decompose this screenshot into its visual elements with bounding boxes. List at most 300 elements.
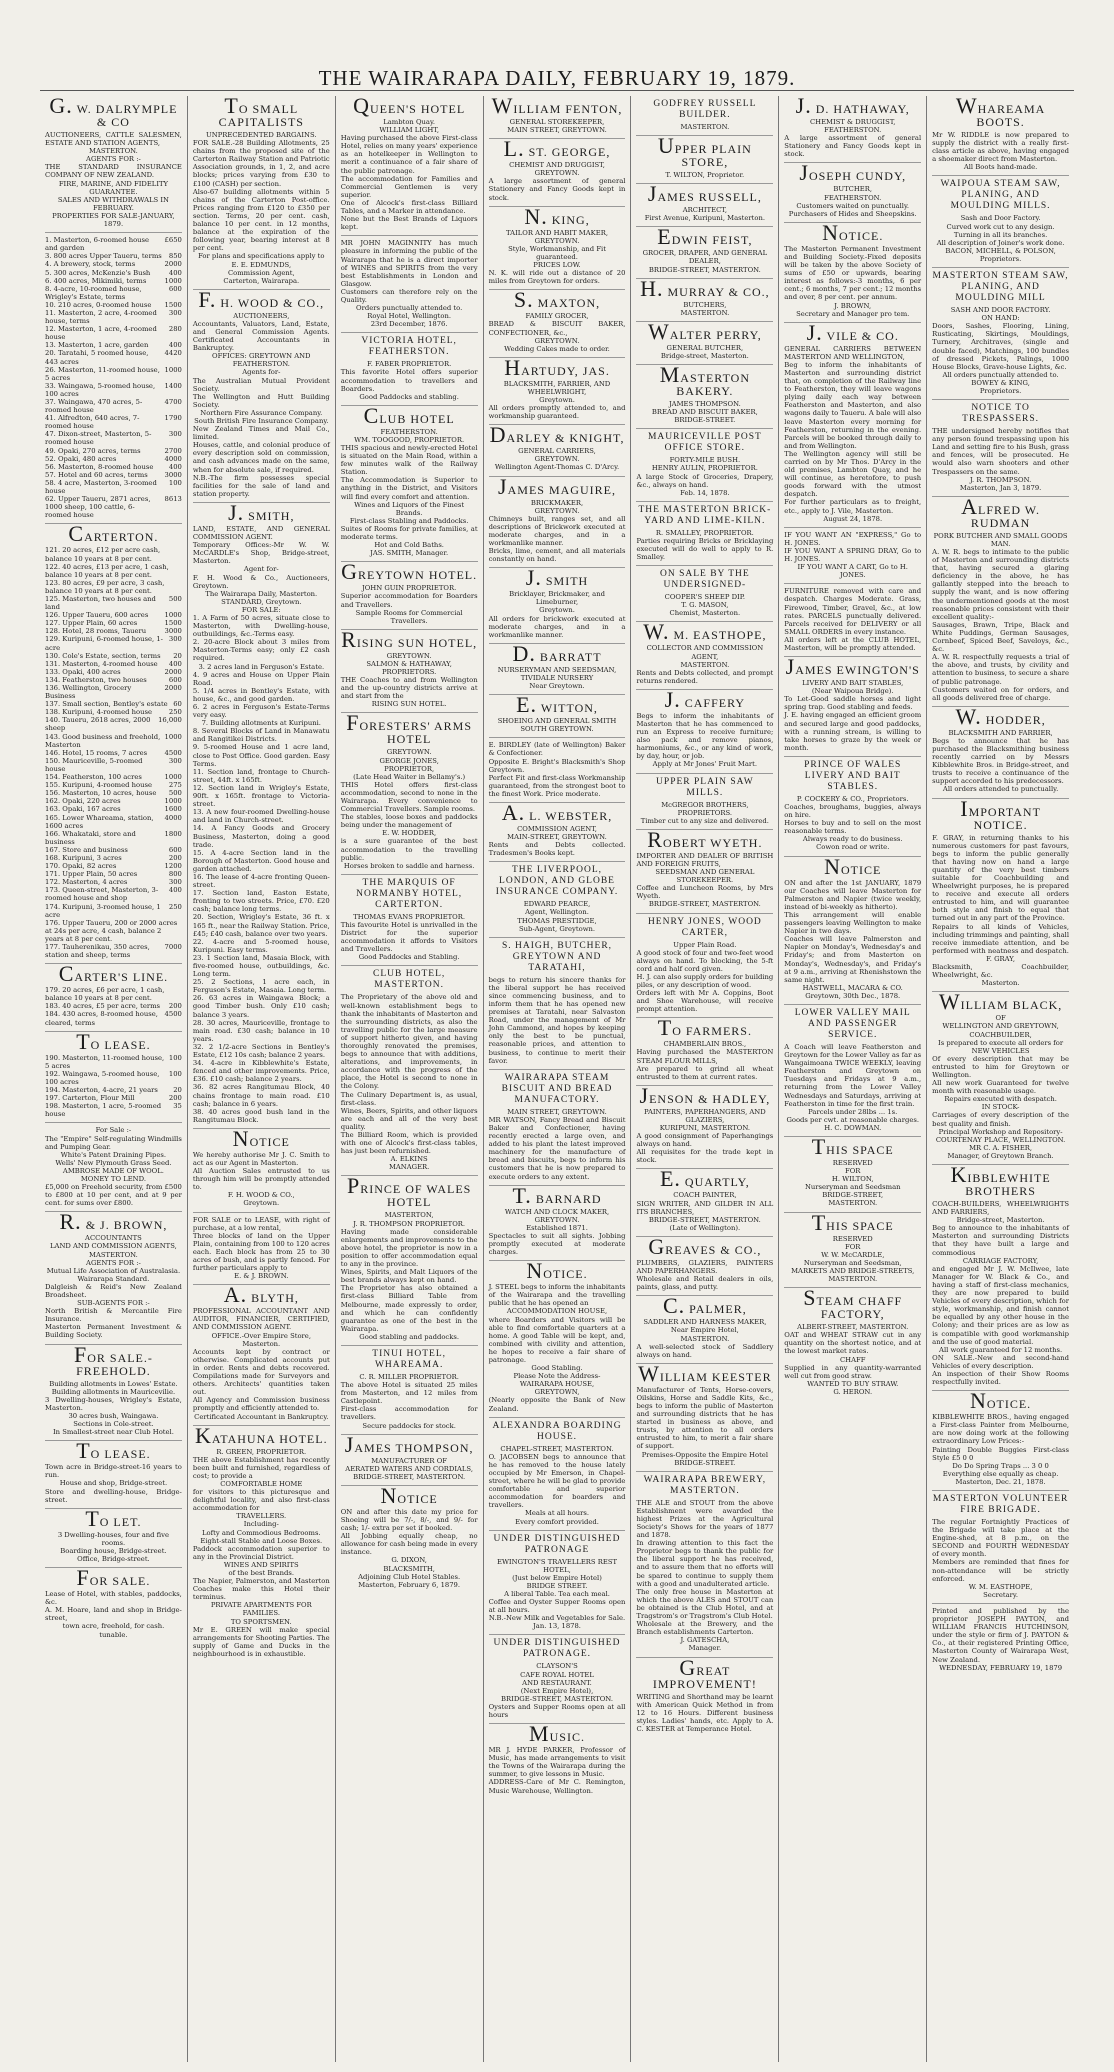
- listing-price: 3000: [164, 470, 182, 479]
- ad-text: WEDNESDAY, FEBRUARY 19, 1879: [939, 1663, 1063, 1672]
- advertisement: [488, 203, 626, 291]
- ad-text: Orders left with Mr A. Coppins, Boot and Shoe Warehouse, will receive prompt attention.: [636, 989, 774, 1014]
- listing-price: 4500: [164, 1010, 182, 1019]
- listing-description: 4. A brewery, stock, terms: [45, 260, 136, 269]
- listing-description: 125. Masterton, two houses and land: [45, 594, 156, 612]
- advertisement: [636, 224, 773, 278]
- ad-text: Agents for-: [242, 368, 281, 377]
- ad-text: 30 acres bush, Waingawa.: [68, 1411, 159, 1420]
- ad-text: BRIDGE-STREET, MASTERTON.: [648, 900, 761, 909]
- ad-text: Begs to inform the inhabitants of Masterton that he has commenced to run an Express to receive furniture; also pack and remove pianos, harmoniums, &c., or any kind of work, by day, hour, or job.: [636, 711, 774, 761]
- ad-text: FURNITURE removed with care and despatch. Charges Moderate. Grass, Firewood, Timber, Gravel, &c., at low rates. PARCELS punctually delivered. Parcels received for DELIVERY or all SMALL ORDERS in every instance.: [784, 587, 922, 636]
- ad-text: First Avenue, Kuripuni, Masterton.: [644, 214, 766, 223]
- listing-description: 58. 4 acre, Masterton, 3-roomed house: [45, 478, 157, 496]
- listing-price: [178, 546, 182, 562]
- advertisement: [636, 826, 774, 914]
- ad-text: 14. A Fancy Goods and Grocery Business, Masterton, doing a good trade.: [192, 824, 330, 849]
- ad-heading: ROBERT WYETH.: [647, 826, 763, 852]
- listing-price: 1600: [164, 805, 182, 814]
- advertisement: [488, 136, 626, 206]
- ad-text: Good Paddocks and Stabling.: [358, 953, 460, 962]
- ad-heading: NOTICE.: [526, 1258, 588, 1284]
- ad-text: BLACKSMITH, FARRIER, AND WHEELWRIGHT,: [503, 379, 611, 396]
- ad-text: Every comfort provided.: [515, 1517, 599, 1526]
- ad-heading: MUSIC.: [529, 1721, 585, 1747]
- listing-price: 1000: [164, 611, 182, 620]
- listing-price: 1400: [164, 381, 182, 390]
- advertisement: [45, 1209, 182, 1344]
- ad-text: THE Coaches to and from Wellington and the up-country districts arrive at and start from the: [340, 676, 478, 701]
- ad-text: T. WILTON, Proprietor.: [665, 171, 745, 180]
- listing-description: 168. Kuripuni, 3 acres: [45, 853, 122, 862]
- ad-text: ON and after this date my price for Shoeing will be 7/-, 8/-, and 9/- for cash; 1/- extra per set if booked.: [340, 1507, 478, 1533]
- ad-heading: A. BLYTH,: [223, 1282, 299, 1308]
- ad-text: JAS. SMITH, Manager.: [370, 549, 449, 558]
- ad-heading: THE MARQUIS OF NORMANBY HOTEL, CARTERTON.: [356, 877, 463, 910]
- ad-heading: E. WITTON,: [516, 692, 598, 718]
- listing-price: 2000: [164, 667, 182, 676]
- ad-text: PROFESSIONAL ACCOUNTANT AND AUDITOR, FINANCIER, CERTIFIED, AND COMMISSION AGENT.: [192, 1307, 330, 1332]
- ad-text: All Agency and Commission business promptly and efficiently attended to.: [192, 1396, 330, 1413]
- advertisement: [636, 1654, 774, 1737]
- ad-text: GREYTOWN.: [534, 336, 580, 345]
- listing-description: 155. Kuripuni, 4-roomed house: [45, 781, 153, 790]
- ad-text: BOWEY & KING,: [971, 378, 1030, 387]
- ad-text: (Near Waipoua Bridge).: [811, 687, 894, 696]
- ad-text: AUCTIONEERS,: [233, 311, 290, 320]
- ad-heading: CLUB HOTEL: [363, 402, 455, 428]
- ad-text: HASTWELL, MACARA & CO.: [802, 983, 903, 992]
- ad-text: The Proprietary of the above old and well-known establishment begs to thank the inhabitants of Masterton and the surrounding districts, as also the travelling public for the large measure of support hitherto given, and having thoroughly renovated the premises, begs to announce that with additions, alterations, and improvements, in accordance with the progress of the place, the Hotel is second to none in the Colony.: [340, 993, 478, 1091]
- advertisement: [488, 473, 626, 569]
- ad-heading: JAMES RUSSELL,: [647, 181, 762, 207]
- ad-text: BRIDGE-STREET.: [674, 416, 736, 425]
- property-listing: [45, 797, 182, 805]
- ad-text: FAMILY GROCER,: [525, 312, 589, 321]
- ad-text: This favorite Hotel offers superior accommodation to travellers and Boarders.: [340, 368, 478, 393]
- ad-text: Wells' New Plymouth Grass Seed.: [55, 1158, 172, 1167]
- ad-text: COLLECTOR AND COMMISSION AGENT,: [646, 644, 764, 661]
- advertisement: [932, 1604, 1069, 1676]
- ad-heading: CARTER'S LINE.: [58, 961, 169, 987]
- ad-text: EWINGTON'S TRAVELLERS REST HOTEL,: [496, 1557, 618, 1574]
- property-listing: [45, 1102, 182, 1118]
- listing-price: 8613: [164, 495, 182, 504]
- listing-description: 12. Masterton, 1 acre, 4-roomed house: [45, 325, 157, 342]
- advertisement: [932, 1388, 1070, 1491]
- listing-price: 280: [168, 325, 182, 334]
- property-listing: [45, 716, 182, 732]
- ad-text: ACCOMMODATION HOUSE,: [506, 1307, 608, 1316]
- listing-description: 10. 210 acres, 0-roomed house: [45, 300, 152, 309]
- advertisement: [45, 1028, 182, 1124]
- ad-text: for visitors to this picturesque and delightful locality, and also first-class accommodation for: [192, 1488, 330, 1513]
- listing-price: [178, 919, 182, 943]
- ad-text: Perfect Fit and first-class Workmanship guaranteed, from the strongest boot to the finest Work. Price moderate.: [488, 773, 626, 798]
- advertisement: [932, 1491, 1069, 1604]
- ad-text: Wines, Beers, Spirits, and other liquors are each and all of the very best quality.: [340, 1106, 478, 1131]
- ad-text: The above Hotel is situated 25 miles from Masterton, and 12 miles from Castlepoint.: [340, 1381, 478, 1406]
- ad-text: PRICES LOW.: [533, 261, 581, 270]
- ad-text: 11. Section land, frontage to Church-street, 44ft. x 165ft.: [192, 767, 330, 784]
- property-listing: [45, 700, 182, 708]
- column-2: [188, 96, 336, 2062]
- listing-price: 300: [168, 878, 182, 887]
- property-listing: [45, 414, 182, 430]
- property-listing: [45, 471, 182, 479]
- ad-text: A Coach will leave Featherston and Greytown for the Lower Valley as far as Wangaimoana TWICE WEEKLY, leaving Featherston and Greytown on Tuesdays and Fridays at 9 a.m., returning from the Lower Valley Wednesdays and Saturdays, arriving at Featherston in time for the first train.: [784, 1042, 922, 1108]
- ad-text: BRICKMAKER,: [530, 498, 584, 507]
- listing-price: 60: [173, 700, 182, 709]
- ad-text: FOR: [845, 1167, 861, 1176]
- ad-text: Store and dwelling-house, Bridge-street.: [45, 1487, 182, 1504]
- listing-price: 200: [168, 1094, 182, 1103]
- advertisement: [784, 1209, 921, 1289]
- ad-text: MAIN STREET, GREYTOWN.: [507, 126, 607, 135]
- ad-text: FIRE, MARINE, AND FIDELITY GUARANTEE.: [58, 179, 169, 196]
- ad-text: Everything else equally as cheap.: [942, 1469, 1059, 1478]
- property-listing: [45, 277, 182, 285]
- ad-text: J. STEEL begs to inform the inhabitants of the Wairarapa and the travelling public that he has opened an: [488, 1283, 626, 1308]
- advertisement: [45, 521, 182, 964]
- advertisement: [784, 757, 921, 857]
- ad-heading: J. CAFFERY: [664, 686, 746, 712]
- advertisement: [45, 1438, 182, 1508]
- listing-description: 162. Opaki, 220 acres: [45, 797, 121, 806]
- ad-text: TIVIDALE NURSERY: [520, 673, 594, 682]
- advertisement: [784, 528, 921, 585]
- listing-description: 123. 80 acres, £9 per acre, 3 cash, balance 10 years at 8 per cent.: [45, 578, 165, 595]
- ad-heading: ALFRED W. RUDMAN: [961, 493, 1041, 530]
- ad-text: WATCH AND CLOCK MAKER, GREYTOWN.: [504, 1207, 610, 1224]
- ad-text: SASH AND DOOR FACTORY.: [950, 306, 1051, 315]
- ad-text: 16. The lease of 4-acre fronting Queen-street.: [192, 872, 330, 890]
- column-3: [336, 96, 484, 2062]
- ad-heading: NOTICE: [824, 853, 882, 879]
- listing-price: 850: [168, 252, 182, 261]
- property-listing: [45, 285, 182, 301]
- ad-text: All orders left at the CLUB HOTEL, Masterton, will be promptly attended.: [784, 635, 922, 652]
- ad-text: RESERVED: [832, 1159, 873, 1167]
- ad-heading: J. SMITH,: [228, 499, 295, 525]
- ad-heading: WILLIAM KEESTER: [638, 1360, 772, 1386]
- advertisement: [45, 1505, 182, 1568]
- advertisement: [192, 499, 330, 1129]
- property-listing: [45, 830, 182, 846]
- listing-description: 129. Kuripuni, 6-roomed house, 1-acre: [45, 635, 163, 652]
- ad-text: SADDLER AND HARNESS MAKER,: [643, 1318, 767, 1327]
- advertisement: [932, 703, 1070, 799]
- ad-text: GROCER, DRAPER, AND GENERAL DEALER,: [642, 249, 768, 266]
- ad-text: GENERAL STOREKEEPER,: [509, 118, 605, 126]
- ad-text: AMBROSE MADE OF WOOL.: [62, 1166, 164, 1175]
- listing-description: 176. Upper Taueru, 200 or 2000 acres at 24s per acre, 4 cash, balance 2 years at 8 per cent.: [45, 918, 178, 943]
- advertisement: [340, 626, 478, 714]
- advertisement: [341, 875, 478, 967]
- ad-text: MASTERTON.: [680, 123, 730, 131]
- ad-text: Mutual Life Association of Australasia.: [46, 1266, 181, 1275]
- ad-text: 23rd December, 1876.: [370, 320, 448, 329]
- ad-text: GREYTOWN.: [386, 651, 432, 660]
- listing-description: 143. Good business and freehold, Masterton: [45, 732, 161, 749]
- ad-text: £5,000 on Freehold security, from £500 to £800 at 10 per cent, and at 9 per cent. for sums over £800.: [45, 1183, 182, 1208]
- advertisement: [488, 354, 626, 425]
- ad-text: BREAD & BISCUIT BAKER, CONFECTIONER, &c.,: [488, 320, 626, 337]
- ad-text: The Proprietor has also obtained a first-class Billiard Table from Melbourne, made expressly to order, and which he can confidently guarantee as one of the best in the Wairarapa.: [340, 1284, 478, 1333]
- ad-text: P. COCKERY & CO., Proprietors.: [796, 794, 909, 803]
- ad-heading: J. SMITH: [525, 565, 589, 591]
- ad-text: The accommodation for Families and Commercial Gentlemen is very superior.: [340, 174, 478, 199]
- ad-heading: NOTICE TO TRESPASSERS.: [962, 403, 1040, 425]
- ad-text: All new work Guaranteed for twelve month with reasonable usage.: [932, 1079, 1070, 1096]
- advertisement: [192, 286, 330, 503]
- ad-heading: HENRY JONES, WOOD CARTER,: [647, 916, 762, 938]
- listing-price: 100: [168, 1053, 182, 1062]
- listing-description: 26. Masterton, 11-roomed house, 5 acres: [45, 365, 160, 382]
- ad-text: F. H. WOOD & CO.,: [227, 1191, 295, 1200]
- property-listing: [45, 349, 182, 365]
- ad-text: (Late of Wellington).: [669, 1223, 741, 1232]
- ad-text: F. GRAY, in returning thanks to his numerous customers for past favours, begs to inform the public generally that having now on hand a large quantity of the very best timbers suitable for Coachbuilding and Wheelwright purposes, he is prepared to receive and execute all orders entrusted to him, and will guarantee both style and finish to equal that turned out in any part of the Province.: [932, 833, 1070, 923]
- ad-text: Wines, Spirits, and Malt Liquors of the best brands always kept on hand.: [340, 1268, 478, 1285]
- ad-text: Greytown.: [243, 1199, 280, 1208]
- property-listing: [45, 1002, 182, 1010]
- ad-heading: UNDER DISTINGUISHED PATRONAGE: [493, 1533, 621, 1555]
- ad-text: G. HERON.: [833, 1387, 873, 1396]
- ad-text: Masterton, Dec. 21, 1878.: [955, 1477, 1046, 1486]
- ad-text: Secure paddocks for stock.: [362, 1421, 456, 1430]
- ad-text: PORK BUTCHER AND SMALL GOODS MAN.: [933, 531, 1068, 548]
- advertisement: [488, 799, 626, 862]
- ad-text: PROPERTIES FOR SALE-JANUARY, 1879.: [52, 211, 175, 229]
- ad-text: An inspection of their Show Rooms respectfully invited.: [932, 1369, 1070, 1387]
- ad-text: All description of Joiner's work done.: [936, 238, 1065, 247]
- advertisement: [489, 692, 626, 738]
- ad-heading: N. KING,: [524, 203, 590, 229]
- listing-price: 20: [173, 651, 182, 660]
- ad-heading: CARTERTON.: [68, 521, 159, 547]
- ad-heading: MASTERTON BAKERY.: [659, 362, 751, 399]
- ad-text: Town acre in Bridge-street-16 years to run.: [45, 1463, 182, 1480]
- advertisement: [489, 1635, 626, 1724]
- ad-text: THE ALE and STOUT from the above Establishment were awarded the highest Prizes at the Agricultural Society's Shows for the years of 1877 and 1878.: [636, 1498, 774, 1540]
- ad-text: Adjoining Club Hotel Stables.: [358, 1572, 461, 1581]
- property-listing: [45, 619, 182, 627]
- ad-text: A liberal Table. Tea each meal.: [504, 1589, 610, 1598]
- listing-price: 1000: [164, 797, 182, 806]
- ad-text: IF YOU WANT A CART, Go to H. JONES.: [797, 563, 908, 580]
- listing-description: 47. Dixon-street, Masterton, 5-roomed house: [45, 430, 152, 447]
- listing-price: 4700: [164, 398, 182, 406]
- advertisement: [784, 319, 922, 528]
- ad-text: CHAMBERLAIN BROS.,: [663, 1040, 747, 1049]
- listing-price: 2000: [164, 260, 182, 269]
- ad-text: Accounts kept by contract or otherwise. Complicated accounts put in order. Rents and debts recovered. Compilations made for Surveyors and others. Architects' quantities taken out.: [192, 1347, 330, 1397]
- ad-heading: JAMES THOMPSON,: [344, 1431, 474, 1457]
- advertisement: [488, 287, 626, 357]
- property-listing: [45, 789, 182, 797]
- property-listing: [45, 1094, 182, 1102]
- ad-text: Wellington Agent-Thomas C. D'Arcy.: [494, 463, 620, 472]
- ad-text: Sub-Agent, Greytown.: [518, 924, 596, 933]
- ad-text: LIVERY AND BAIT STABLES,: [802, 679, 904, 688]
- ad-heading: D. BARRATT: [512, 640, 602, 666]
- ad-text: 3 Dwelling-houses, four and five rooms.: [57, 1530, 170, 1547]
- advertisement: [932, 795, 1070, 993]
- property-listing: [45, 943, 182, 959]
- advertisement: [45, 1565, 182, 1643]
- ad-heading: TO LET.: [85, 1505, 142, 1531]
- listing-price: 35: [173, 1102, 182, 1111]
- advertisement: [489, 862, 626, 937]
- ad-text: SEEDSMAN AND GENERAL STOREKEEPER.: [655, 868, 755, 885]
- ad-heading: ALEXANDRA BOARDING HOUSE.: [492, 1420, 622, 1442]
- ad-text: GEORGE JONES,: [379, 756, 439, 765]
- ad-text: Manager, of Greytown Branch.: [947, 1151, 1054, 1160]
- listing-description: 62. Upper Taueru, 2871 acres, 1000 sheep, 100 cattle, 6-roomed house: [45, 495, 151, 520]
- ad-text: Good Paddocks and stabling.: [359, 392, 459, 401]
- ad-text: J. BROWN,: [834, 301, 872, 310]
- ad-text: CHEMIST AND DRUGGIST,: [509, 161, 605, 170]
- ad-text: Accountants, Valuators, Land, Estate, and General Commission Agents. Certificated Accountants in Bankruptcy.: [192, 319, 330, 353]
- property-listing: [45, 382, 182, 398]
- ad-text: The stables, loose boxes and paddocks being under the management of: [340, 813, 478, 830]
- ad-text: Wines and Liquors of the Finest Brands.: [354, 500, 465, 517]
- ad-text: 17. Section land, Easton Estate, fronting to two streets. Price, £70. £20 cash; balance long terms.: [192, 889, 330, 914]
- ad-text: WRITING and Shorthand may be learnt with American Quick Method in from 12 to 16 Hours. Different business styles. Ladies' hands, etc. Apply to A. C. KESTER at Temperance Hotel.: [636, 1692, 774, 1733]
- ad-text: Including-: [243, 1520, 279, 1529]
- ad-text: COMFORTABLE HOME: [220, 1479, 303, 1488]
- listing-price: 400: [168, 268, 182, 277]
- ad-text: Also-67 building allotments within 5 chains of the Carterton Post-office. Prices ranging from £120 to £350 per section. Terms, 20 per cent. cash, balance 10 per cent. in 12 months, balance at the expiration of the following year, bearing interest at 8 per cent.: [192, 187, 330, 253]
- property-listing: [45, 870, 182, 878]
- listing-price: 500: [168, 594, 182, 603]
- ad-text: Agent, Wellington.: [525, 908, 589, 917]
- ad-text: THOMAS PRESTIDGE,: [517, 916, 597, 925]
- advertisement: [340, 1482, 478, 1593]
- ad-text: is a sure guarantee of the best accommodation to the travelling public.: [340, 837, 478, 862]
- property-listing: [45, 252, 182, 260]
- ad-text: KIBBLEWHITE BROS., having engaged a First-class Painter from Melbourne, are now doing work at the following extraordinary Low Prices:-: [932, 1413, 1070, 1446]
- ad-text: Premises-Opposite the Empire Hotel: [641, 1450, 769, 1459]
- ad-text: THIS Hotel offers first-class accommodation, second to none in the Wairarapa. Every convenience to Commercial Travellers. Sample rooms.: [340, 780, 478, 814]
- ad-text: Always ready to do business.: [802, 835, 903, 844]
- ad-text: MR WATSON, Fancy Bread and Biscuit Baker and Confectioner, having recently erected a large oven, and added to his plant the latest improved machinery for the manufacture of bread and biscuits, begs to inform his customers that he is now prepared to execute orders to any extent.: [488, 1115, 626, 1181]
- ad-text: We hereby authorise Mr J. C. Smith to act as our Agent in Masterton.: [192, 1150, 330, 1167]
- ad-heading: STEAM CHAFF FACTORY,: [803, 1285, 903, 1322]
- property-listing: [45, 854, 182, 862]
- ad-text: CLAYSON'S: [536, 1662, 578, 1671]
- ad-text: Supplied in any quantity-warranted well cut from good straw.: [784, 1363, 922, 1380]
- property-listing: [45, 749, 182, 757]
- listing-price: 200: [168, 853, 182, 862]
- advertisement: [784, 1005, 921, 1137]
- ad-heading: C. PALMER,: [662, 1293, 747, 1319]
- ad-text: 8. Several Blocks of Land in Manawatu and Rangitikei Districts.: [192, 727, 330, 744]
- masthead-rule: [40, 90, 1074, 91]
- advertisement: [784, 96, 921, 163]
- ad-text: A. W. R. respectfully requests a trial of the above, and trusts, by civility and attention to business, to secure a share of public patronage.: [932, 653, 1070, 686]
- property-listing: [45, 627, 182, 635]
- listing-description: 165. Lower Whareama, station, 1600 acres: [45, 813, 154, 830]
- ad-text: House and shop, Bridge-street.: [59, 1479, 168, 1488]
- columns-container: [40, 96, 1074, 2062]
- property-listing: [45, 886, 182, 902]
- ad-text: Are prepared to grind all wheat entrusted to them at current rates.: [636, 1064, 774, 1081]
- ad-text: A. W. R. begs to intimate to the public of Masterton and surrounding districts that, having secured a glaring deficiency in the above, he has gallantly stepped into the breach to supply the want, and is now offering the undermentioned goods at the most reasonable prices consistent with their excellent quality:-: [932, 548, 1070, 621]
- property-listing: [45, 325, 182, 341]
- ad-text: Boarding house, Bridge-street.: [60, 1546, 167, 1555]
- ad-text: Commission Agent,: [227, 268, 295, 277]
- ad-text: JOHN GUIN PROPRIETOR.: [362, 584, 457, 593]
- ad-text: A well-selected stock of Saddlery always on hand.: [636, 1342, 774, 1359]
- ad-text: Greytown.: [539, 606, 575, 615]
- ad-text: Manager.: [688, 1644, 722, 1653]
- advertisement: [932, 400, 1069, 497]
- ad-text: ON HAND:: [981, 314, 1020, 323]
- ad-text: CHEMIST & DRUGGIST,: [809, 118, 896, 126]
- ad-text: SOUTH GREYTOWN.: [520, 725, 594, 734]
- ad-heading: PRINCE OF WALES HOTEL: [346, 1173, 472, 1210]
- listing-price: 600: [168, 845, 182, 854]
- advertisement: [784, 654, 922, 757]
- listing-description: 140. Taueru, 2618 acres, 2000 sheep: [45, 716, 151, 733]
- advertisement: [193, 1213, 330, 1286]
- advertisement: [636, 502, 773, 566]
- listing-price: 1790: [164, 414, 182, 423]
- advertisement: [489, 96, 626, 139]
- ad-text: ADDRESS-Care of Mr C. Remington, Music Warehouse, Wellington.: [488, 1778, 626, 1795]
- ad-text: THOMAS EVANS PROPRIETOR.: [353, 912, 466, 921]
- ad-text: A good consignment of Paperhangings always on hand.: [636, 1132, 774, 1149]
- advertisement: [341, 1346, 478, 1435]
- ad-text: SIGN WRITER, AND GILDER IN ALL ITS BRANCHES,: [636, 1199, 774, 1216]
- advertisement: [489, 938, 626, 1070]
- ad-text: (Nearly opposite the Bank of New Zealand.: [488, 1396, 626, 1413]
- ad-text: Manufacturer of Tents, Horse-covers, Oilskins, Horse and Saddle Kits, &c., begs to inform the public of Masterton and surrounding districts that he has started in business as above, and trusts, by attention to all orders entrusted to him, to merit a fair share of support.: [636, 1385, 774, 1451]
- ad-text: Wholesale at the Brewery, and the Branch establishments Carterton.: [636, 1620, 774, 1637]
- ad-text: Opposite E. Bright's Blacksmith's Shop Greytown.: [488, 757, 626, 774]
- ad-text: AND RESTAURANT.: [522, 1678, 592, 1687]
- ad-text: 23. 1 Section land, Masaia Block, with five-roomed house, outbuildings, &c. Long term.: [192, 953, 330, 979]
- advertisement: [932, 989, 1070, 1165]
- listing-price: 16,000: [158, 716, 182, 725]
- ad-text: August 24, 1878.: [823, 514, 883, 523]
- advertisement: [636, 1015, 774, 1085]
- ad-text: All Boots hand-made.: [963, 163, 1038, 172]
- ad-heading: QUEEN'S HOTEL: [353, 96, 466, 118]
- ad-text: WELLINGTON AND GREYTOWN,: [942, 1022, 1059, 1031]
- ad-text: FOR SALE:: [241, 605, 281, 614]
- ad-text: Masterton.: [981, 979, 1020, 988]
- listing-description: 41. Alfredton, 640 acres, 7-roomed house: [45, 414, 140, 431]
- ad-text: First-class accommodation for travellers.: [340, 1405, 478, 1422]
- ad-text: 9. 5-roomed House and 1 acre land, close to Post Office. Good garden. Easy Terms.: [192, 743, 330, 768]
- advertisement: [636, 429, 773, 501]
- listing-price: 2000: [164, 684, 182, 692]
- listing-description: 166. Whakataki, store and business: [45, 829, 136, 846]
- ad-text: MAIN STREET, GREYTOWN.: [507, 1107, 607, 1116]
- listing-description: 146. Hotel, 15 rooms, 7 acres: [45, 748, 148, 757]
- ad-text: Purchasers of Hides and Sheepskins.: [788, 209, 917, 218]
- ad-heading: GREAT IMPROVEMENT!: [652, 1654, 757, 1691]
- ad-text: Proprietors.: [979, 386, 1022, 395]
- ad-text: MR C. A. FISHER,: [969, 1143, 1033, 1152]
- ad-text: Meals at all hours.: [524, 1509, 590, 1518]
- ad-heading: E. QUARTLY,: [659, 1166, 750, 1192]
- listing-description: 134. Featherston, two houses: [45, 675, 147, 684]
- ad-text: Mr E. GREEN will make special arrangements for Shooting Parties. The supply of Game and Ducks in the neighbourhood is in exhaustible.: [192, 1625, 330, 1658]
